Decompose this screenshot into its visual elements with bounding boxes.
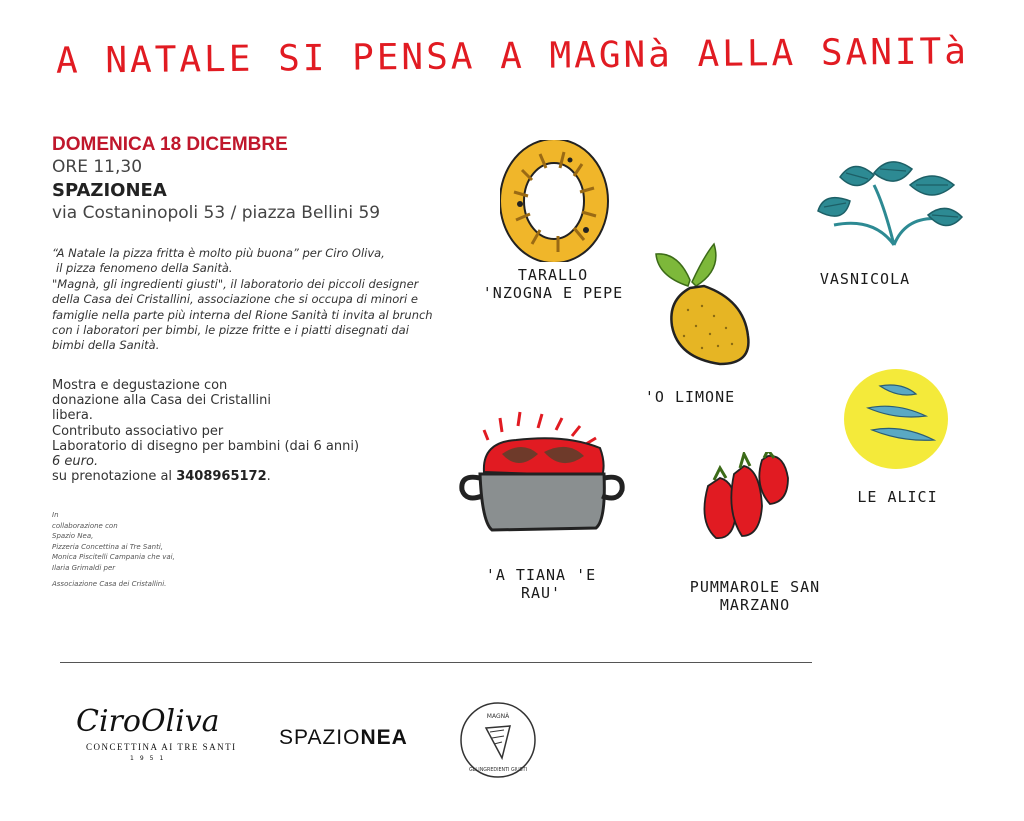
label-pummarole-line2: MARZANO: [719, 596, 791, 614]
spazionea-light: SPAZIO: [279, 726, 361, 749]
event-address: via Costaninopoli 53 / piazza Bellini 59: [52, 203, 381, 223]
info-price: 6 euro.: [52, 454, 99, 470]
booking-text: su prenotazione al: [52, 469, 177, 485]
info-booking: [52, 469, 412, 484]
lemon-illustration: [648, 240, 758, 370]
description-line: con i laboratori per bimbi, le pizze fritte e i piatti disegnati dai: [52, 323, 409, 338]
label-tiana: [466, 566, 616, 602]
label-pummarole: [670, 578, 840, 614]
credit-line: In: [52, 511, 59, 519]
event-venue: SPAZIONEA: [52, 180, 167, 201]
ciro-oliva-wordmark: CiroOliva: [76, 704, 220, 739]
credit-line: Spazio Nea,: [52, 532, 94, 540]
credit-line: collaborazione con: [52, 521, 118, 530]
ciro-oliva-subtitle: CONCETTINA AI TRE SANTI: [86, 742, 237, 752]
label-limone: 'O LIMONE: [644, 388, 736, 406]
event-time: ORE 11,30: [52, 157, 143, 177]
tarallo-illustration: [500, 140, 610, 262]
event-description: [52, 246, 452, 354]
credit-line: Monica Piscitelli Campania che vai,: [52, 553, 175, 561]
spazionea-bold: NEA: [360, 726, 408, 749]
booking-end: .: [266, 469, 271, 485]
info-line: libera.: [52, 408, 93, 424]
divider-line: [60, 662, 812, 663]
event-details: [52, 133, 380, 225]
badge-bottom-text: GLI INGREDIENTI GIUSTI: [468, 768, 528, 773]
phone-number[interactable]: 3408965172: [176, 469, 267, 485]
label-tiana-line1: 'A TIANA 'E: [485, 566, 597, 584]
info-line: Mostra e degustazione con: [52, 378, 228, 393]
page-title: A NATALE SI PENSA A MAGNà ALLA SANITà: [55, 31, 970, 82]
ciro-oliva-year: 1951: [130, 755, 170, 762]
description-line: famiglie nella parte più interna del Rione Sanità ti invita al brunch: [52, 307, 433, 322]
info-line: Laboratorio di disegno per bambini (dai 6 anni): [52, 438, 360, 454]
event-info: [52, 378, 412, 484]
label-tarallo: [478, 266, 628, 302]
credit-line: Pizzeria Concettina ai Tre Santi,: [52, 542, 163, 551]
badge-top-text: MAGNÀ: [486, 713, 510, 720]
alici-illustration: [842, 368, 950, 470]
collaboration-credits: [52, 510, 222, 590]
label-tarallo-line2: 'NZOGNA E PEPE: [482, 284, 624, 302]
credit-line: Associazione Casa dei Cristallini.: [52, 580, 167, 588]
info-line: Contributo associativo per: [52, 423, 224, 439]
description-line: della Casa dei Cristallini, associazione che si occupa di minori e: [52, 292, 418, 307]
tomatoes-illustration: [696, 452, 796, 542]
pot-illustration: [456, 410, 628, 540]
info-line: donazione alla Casa dei Cristallini: [52, 393, 271, 409]
label-vasnicola: VASNICOLA: [819, 270, 911, 288]
description-line: bimbi della Sanità.: [52, 338, 160, 353]
description-line: “A Natale la pizza fritta è molto più buona” per Ciro Oliva,: [52, 246, 385, 260]
label-tarallo-line1: TARALLO: [517, 266, 589, 284]
label-pummarole-line1: PUMMAROLE SAN: [689, 578, 821, 596]
spazionea-logo: [279, 726, 408, 750]
credit-line: Ilaria Grimaldi per: [52, 563, 116, 572]
label-alici: LE ALICI: [857, 488, 938, 506]
basil-illustration: [814, 155, 964, 255]
magna-badge-logo: [458, 700, 538, 780]
event-date: DOMENICA 18 DICEMBRE: [52, 134, 288, 155]
ciro-oliva-logo: [68, 700, 238, 780]
description-line: il pizza fenomeno della Sanità.: [56, 261, 233, 276]
description-line: "Magnà, gli ingredienti giusti", il laboratorio dei piccoli designer: [52, 276, 419, 291]
label-tiana-line2: RAU': [520, 584, 562, 602]
